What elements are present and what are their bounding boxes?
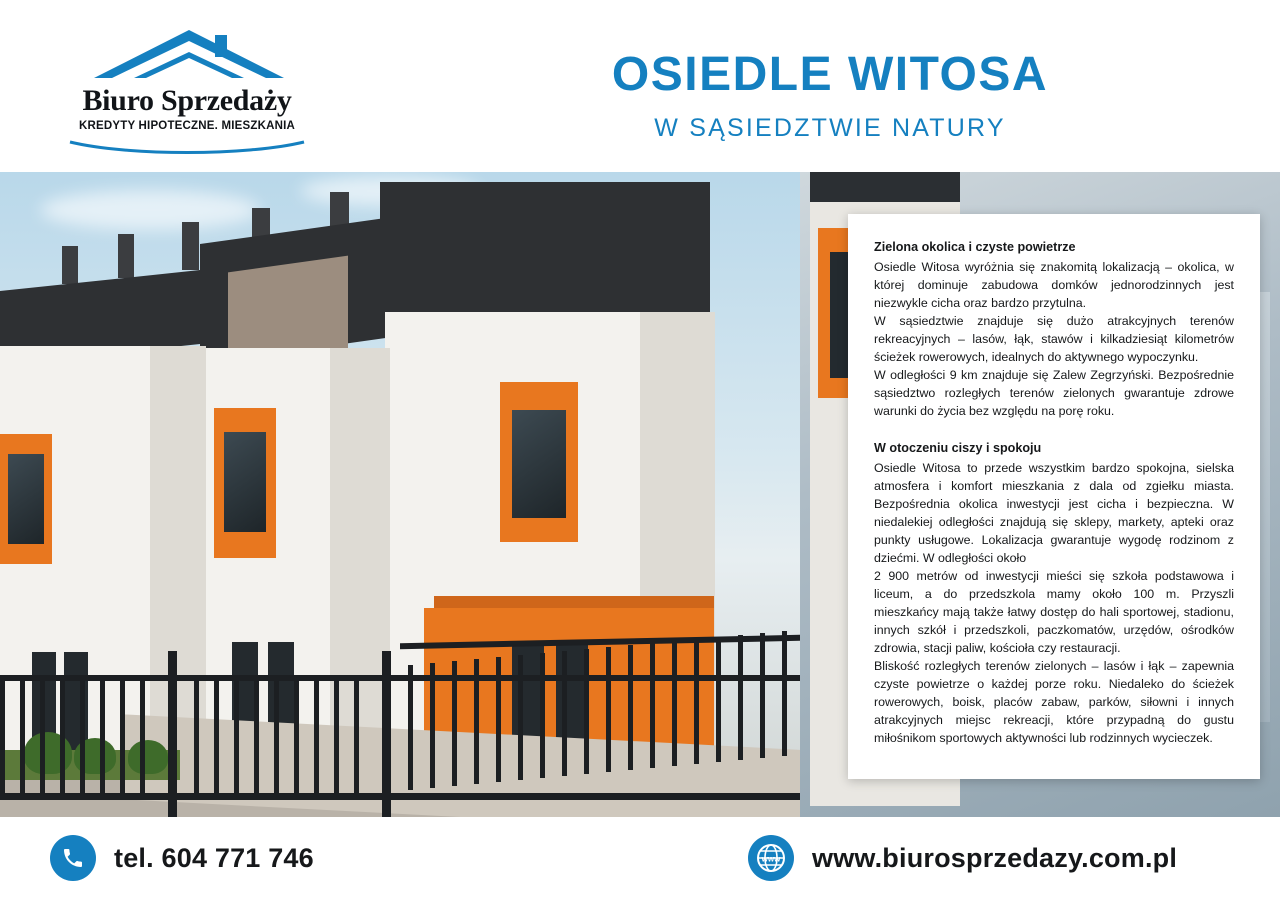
phone-contact[interactable]	[50, 835, 314, 881]
page-title: OSIEDLE WITOSA	[611, 48, 1049, 101]
section1-paragraph-3: W odległości 9 km znajduje się Zalew Zegrzyński. Bezpośrednie sąsiedztwo rozległych terenów zielonych gwarantuje zdrowe warunki do życia bez względu na porę roku.	[874, 367, 1234, 418]
page-subtitle: W SĄSIEDZTWIE NATURY	[654, 114, 1006, 143]
house-roof-icon	[84, 28, 294, 84]
page-footer	[0, 817, 1280, 905]
section1-paragraph-1: Osiedle Witosa wyróżnia się znakomitą lokalizacją – okolica, w której dominuje zabudowa domków jednorodzinnych jest niezwykle cicha oraz bardzo przytulna.	[874, 260, 1234, 310]
phone-icon	[50, 835, 96, 881]
logo-name: Biuro Sprzedaży	[82, 84, 292, 117]
description-card	[848, 214, 1260, 779]
section1-heading: Zielona okolica i czyste powietrze	[874, 240, 1076, 254]
section2-heading: W otoczeniu ciszy i spokoju	[874, 440, 1042, 455]
globe-icon	[748, 835, 794, 881]
text-column	[800, 172, 1280, 817]
section2-paragraph-2: 2 900 metrów od inwestycji mieści się szkoła podstawowa i liceum, a do przedszkola mamy około 100 m. Przyszli mieszkańcy mają także łatwy dostęp do hali sportowej, stadionu, innych szkół i przedszkoli, paczkomatów, urzędów, ośrodków zdrowia, stacji paliw, kościoła czy restauracji.	[874, 568, 1234, 655]
logo-underline-flourish	[68, 140, 306, 156]
page-header	[0, 0, 1280, 180]
section1-paragraph-2: W sąsiedztwie znajduje się dużo atrakcyjnych terenów rekreacyjnych – lasów, łąk, stawów i kilkadziesiąt kilometrów ścieżek rowerowych, idealnych do aktywnego wypoczynku.	[874, 313, 1234, 364]
brand-logo	[62, 28, 312, 148]
fence-graphic	[0, 617, 800, 817]
section2-paragraph-1: Osiedle Witosa to przede wszystkim bardzo spokojna, sielska atmosfera i komfort mieszkania z dala od zgiełku miasta. Bezpośrednia okolica inwestycji jest cicha i bezpieczna. W niedalekiej odległości znajdują się sklepy, markety, apteki oraz punkty usługowe. Lokalizacja gwarantuje wygodę rodzinom z dziećmi. W odległości około	[874, 460, 1234, 565]
title-block	[420, 50, 1240, 143]
section2-paragraph-3: Bliskość rozległych terenów zielonych – lasów i łąk – zapewnia czyste powietrze o każdej porze roku. Niedaleko do ścieżek rowerowych, boisk, placów zabaw, parków, siłowni i innych atrakcyjnych miejsc rekreacji, które przypadną do gustu miłośnikom sportowych aktywności lub rodzinnych wycieczek.	[874, 658, 1234, 745]
logo-tagline: KREDYTY HIPOTECZNE. MIESZKANIA	[79, 120, 295, 132]
main-visual-band	[0, 172, 1280, 817]
development-photo	[0, 172, 800, 817]
phone-number: tel. 604 771 746	[114, 842, 314, 873]
website-url: www.biurosprzedazy.com.pl	[812, 842, 1178, 873]
card-spacer	[874, 421, 1234, 441]
website-contact[interactable]	[748, 835, 1177, 881]
svg-text:www: www	[761, 854, 781, 864]
